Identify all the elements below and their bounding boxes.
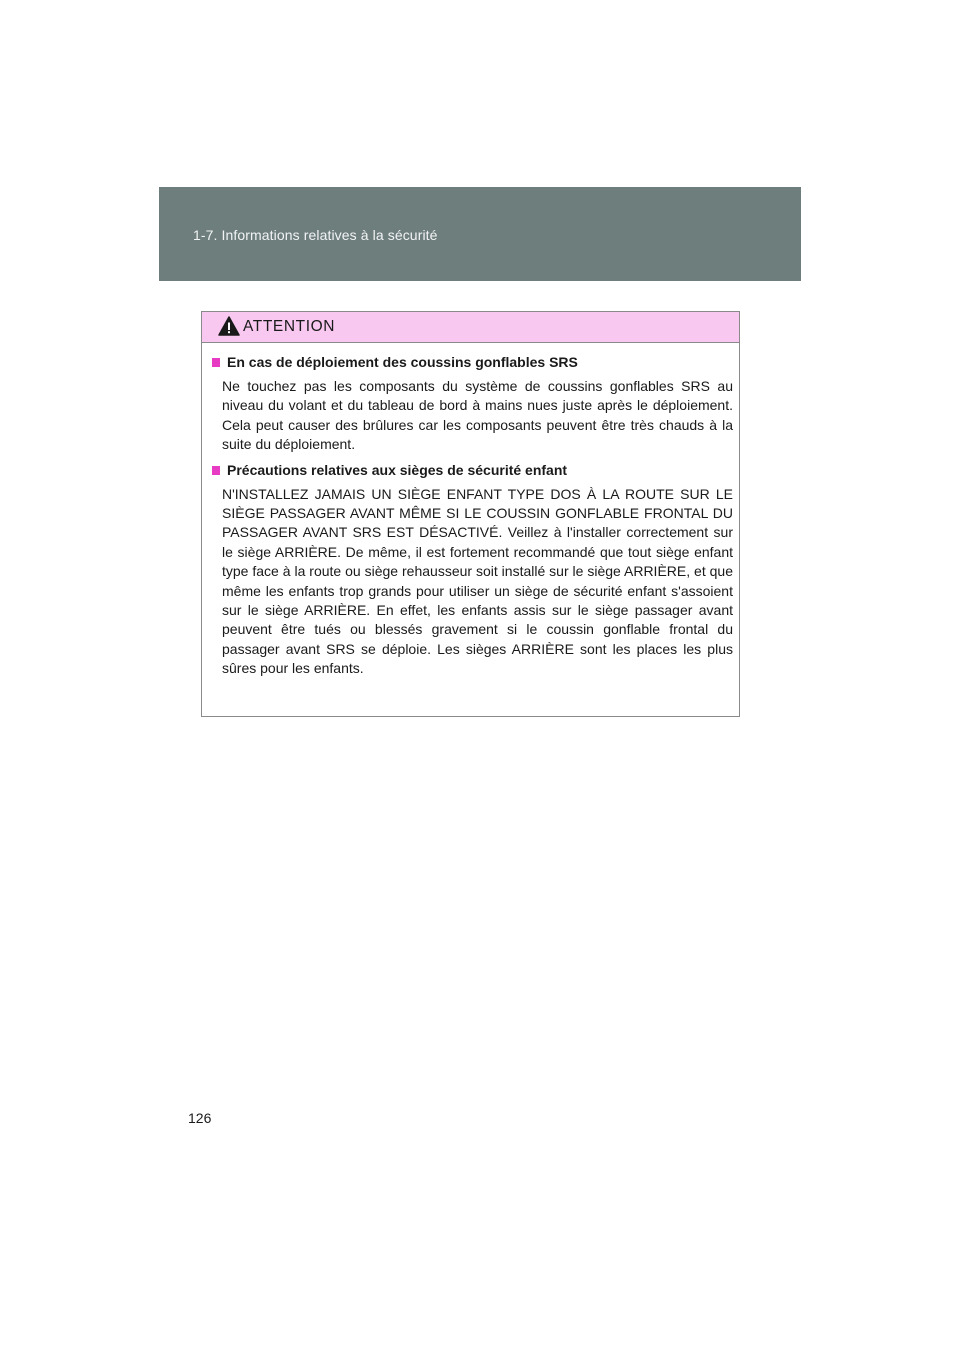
attention-item: [212, 461, 733, 679]
item-heading: [212, 353, 733, 372]
page-number: 126: [188, 1110, 212, 1126]
section-header-band: [159, 187, 801, 281]
attention-body: [202, 343, 739, 679]
item-heading: [212, 461, 733, 480]
item-heading-text: Précautions relatives aux sièges de sécurité enfant: [227, 461, 568, 478]
item-text: N'INSTALLEZ JAMAIS UN SIÈGE ENFANT TYPE DOS À LA ROUTE SUR LE SIÈGE PASSAGER AVANT MÊME SI LE COUSSIN GONFLABLE FRONTAL DU PASSAGER AVANT SRS EST DÉSACTIVÉ. Veillez à l'installer correctement sur le siège ARRIÈRE. De même, il est fortement recommandé que tout siège enfant type face à la route ou siège rehausseur soit installé sur le siège ARRIÈRE, et que même les enfants trop grands pour utiliser un siège de sécurité enfant s'assoient sur le siège ARRIÈRE. En effet, les enfants assis sur le siège passager avant peuvent être tués ou blessés gravement si le coussin gonflable frontal du passager avant SRS se déploie. Les sièges ARRIÈRE sont les places les plus sûres pour les enfants.: [222, 485, 733, 677]
square-bullet-icon: [212, 358, 220, 367]
item-text: Ne touchez pas les composants du système de coussins gonflables SRS au niveau du volant et du tableau de bord à mains nues juste après le déploiement. Cela peut causer des brûlures car les composants peuvent être très chauds à la suite du déploiement.: [222, 378, 733, 453]
attention-item: [212, 353, 733, 455]
section-title: 1-7. Informations relatives à la sécurité: [193, 227, 438, 243]
attention-label: ATTENTION: [243, 318, 336, 335]
attention-box: [201, 311, 740, 717]
square-bullet-icon: [212, 466, 220, 475]
item-heading-text: En cas de déploiement des coussins gonflables SRS: [227, 354, 578, 370]
attention-header: [202, 312, 739, 343]
warning-triangle-icon: [218, 316, 240, 336]
